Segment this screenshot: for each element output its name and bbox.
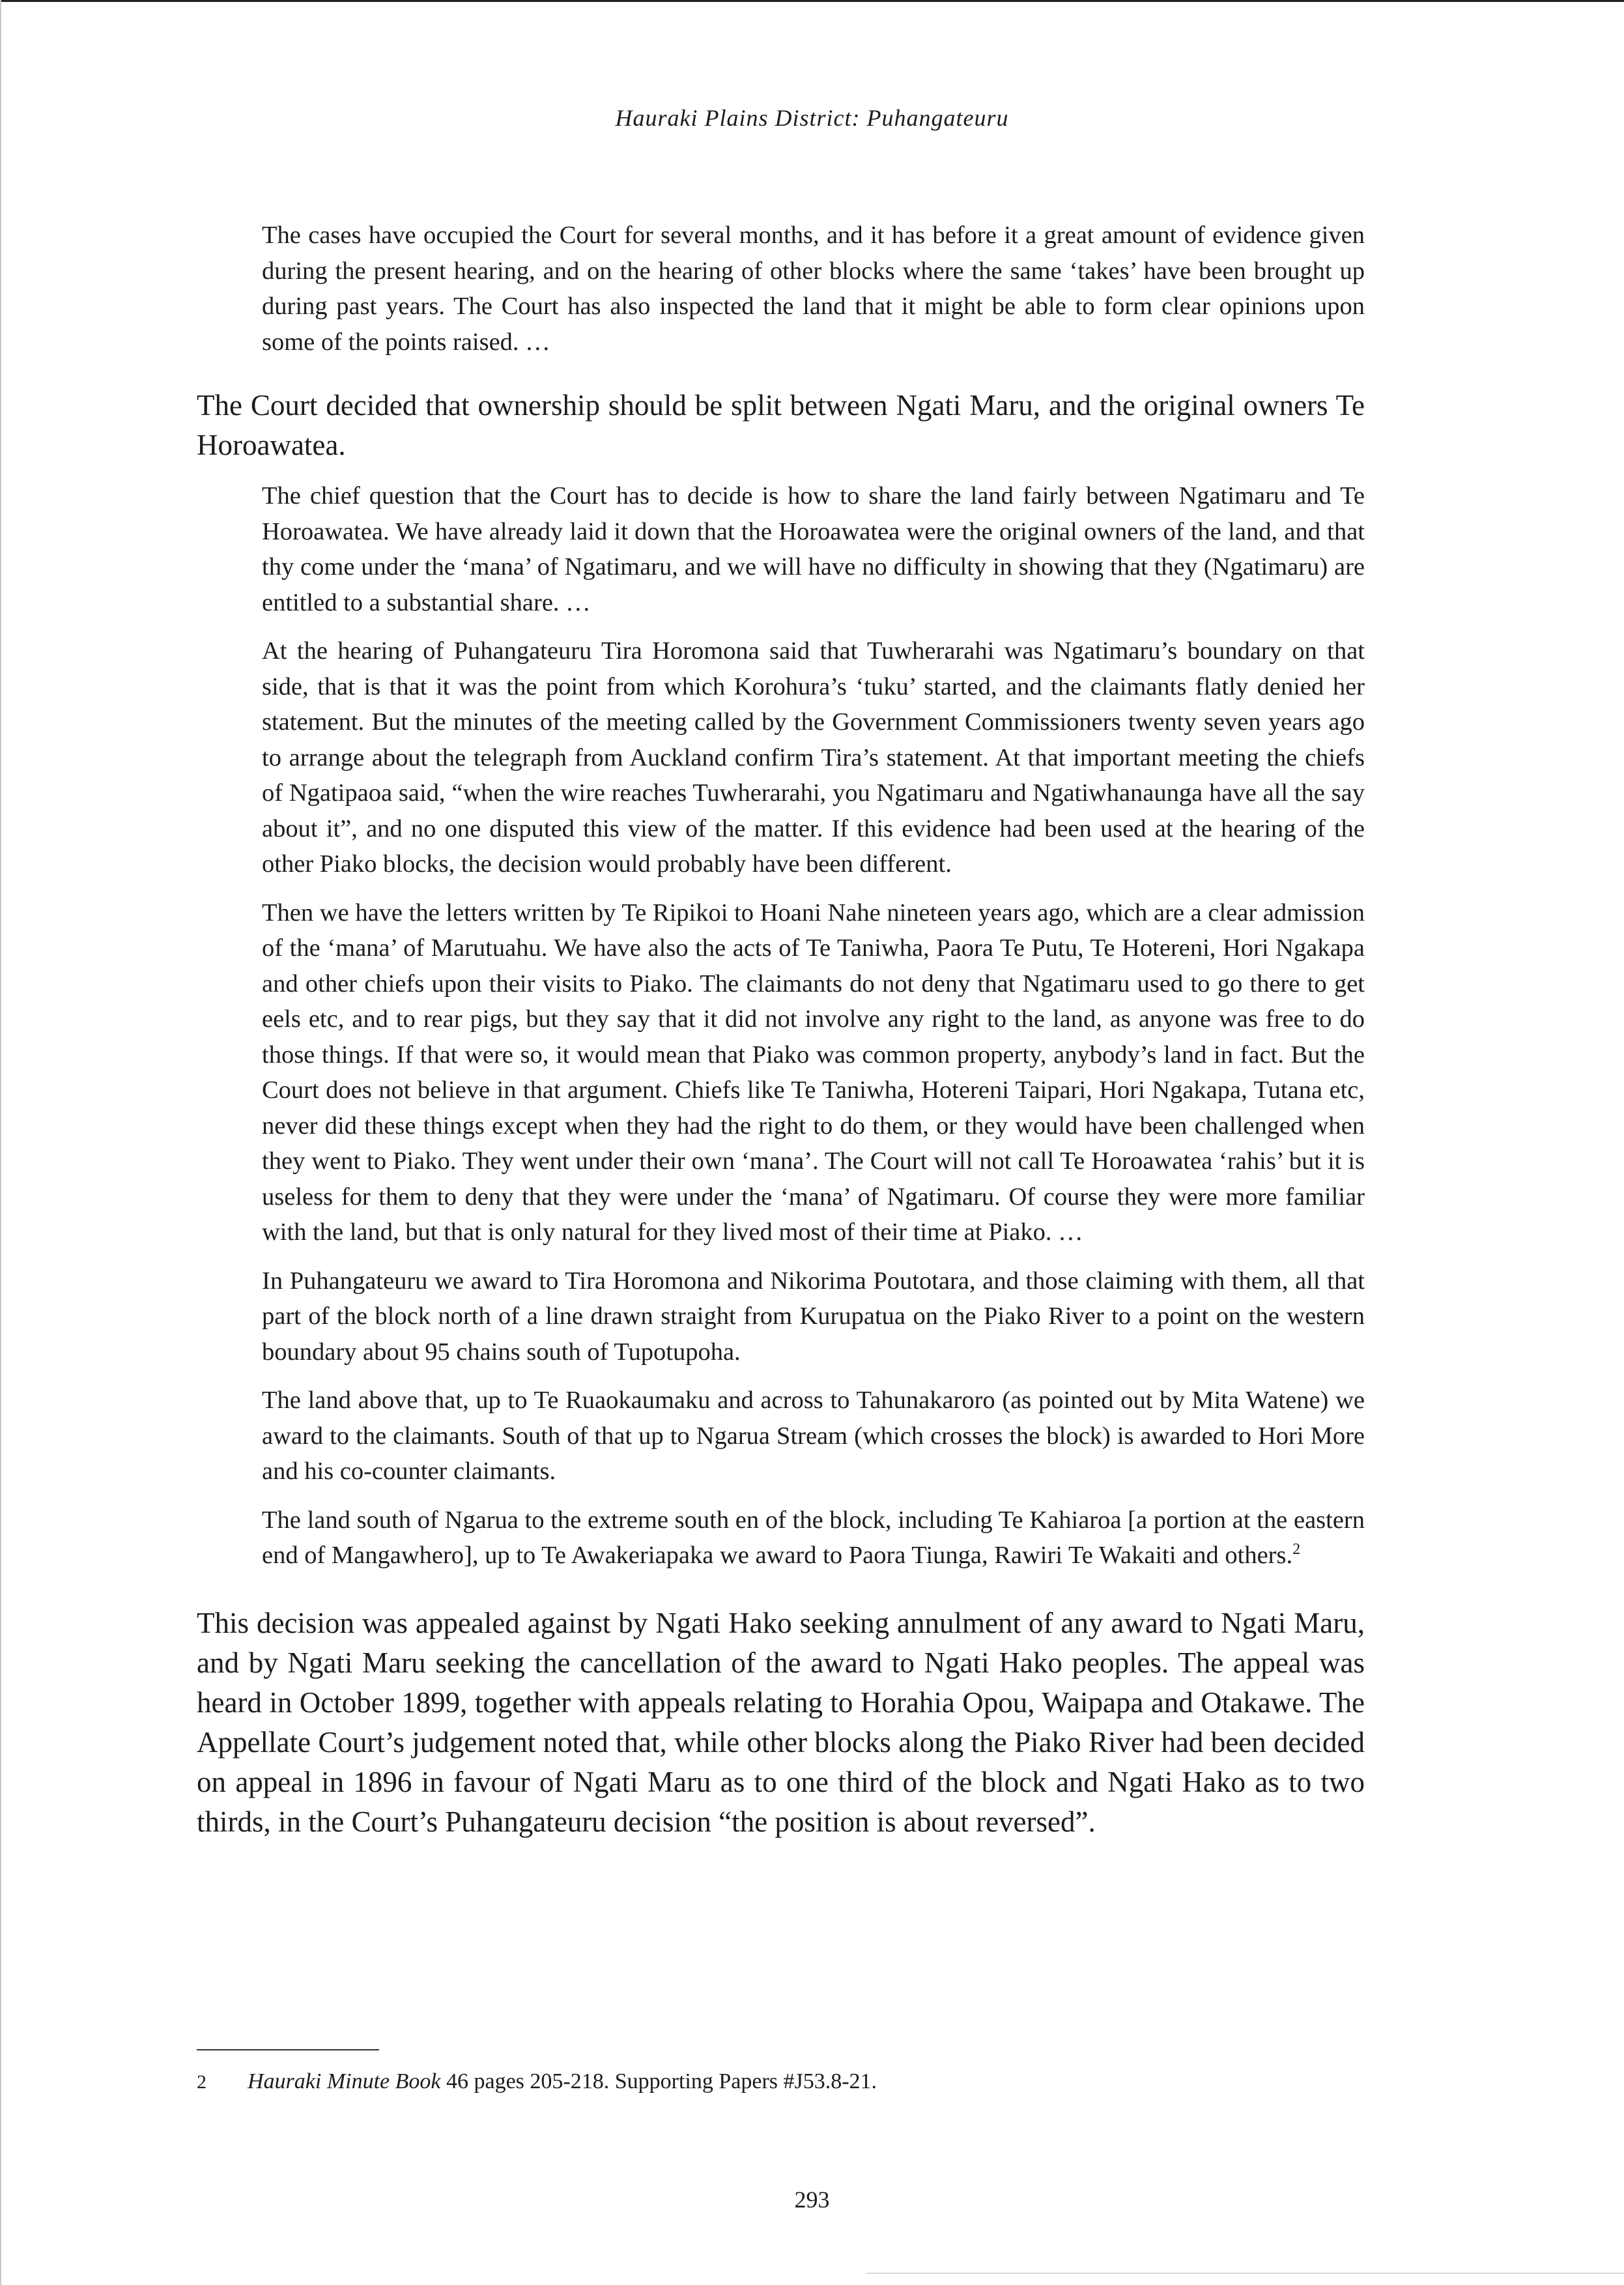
- block-quote-award-middle: The land above that, up to Te Ruaokaumaku and across to Tahunakaroro (as pointed out by Mita Watene) we award to the claimants. South of that up to Ngarua Stream (which crosses the block) is awarded to Hori More and his co-counter claimants.: [262, 1387, 1365, 1485]
- running-head: Hauraki Plains District: Puhangateuru: [615, 105, 1009, 131]
- block-quote-award-south: [262, 1502, 1365, 1574]
- body-paragraph-ownership: The Court decided that ownership should be split between Ngati Maru, and the original owners Te Horoawatea.: [197, 389, 1365, 461]
- page-number: 293: [794, 2187, 830, 2213]
- block-quote-hearing: At the hearing of Puhangateuru Tira Horomona said that Tuwherarahi was Ngatimaru’s boundary on that side, that is that it was the point from which Korohura’s ‘tuku’ started, and the claimants flatly denied her statement. But the minutes of the meeting called by the Government Commissioners twenty seven years ago to arrange about the telegraph from Auckland confirm Tira’s statement. At that important meeting the chiefs of Ngatipaoa said, “when the wire reaches Tuwherarahi, you Ngatimaru and Ngatiwhanaunga have all the say about it”, and no one disputed this view of the matter. If this evidence had been used at the hearing of the other Piako blocks, the decision would probably have been different.: [262, 637, 1365, 878]
- footnote-number: 2: [197, 2071, 207, 2093]
- block-quote-award-north: In Puhangateuru we award to Tira Horomona and Nikorima Poutotara, and those claiming with them, all that part of the block north of a line drawn straight from Kurupatua on the Piako River to a point on the western boundary about 95 chains south of Tupotupoha.: [262, 1267, 1365, 1366]
- block-quote-chief-question: The chief question that the Court has to decide is how to share the land fairly between Ngatimaru and Te Horoawatea. We have already laid it down that the Horoawatea were the original owners of the land, and that thy come under the ‘mana’ of Ngatimaru, and we will have no difficulty in showing that they (Ngatimaru) are entitled to a substantial share. …: [262, 482, 1365, 616]
- left-edge-rule: [0, 0, 1, 2285]
- block-quote-letters: Then we have the letters written by Te Ripikoi to Hoani Nahe nineteen years ago, which are a clear admission of the ‘mana’ of Marutuahu. We have also the acts of Te Taniwha, Paora Te Putu, Te Hotereni, Hori Ngakapa and other chiefs upon their visits to Piako. The claimants do not deny that Ngatimaru used to go there to get eels etc, and to rear pigs, but they say that it did not involve any right to the land, as anyone was free to do those things. If that were so, it would mean that Piako was common property, anybody’s land in fact. But the Court does not believe in that argument. Chiefs like Te Taniwha, Hotereni Taipari, Hori Ngakapa, Tutana etc, never did these things except when they had the right to do them, or they would have been challenged when they went to Piako. They went under their own ‘mana’. The Court will not call Te Horoawatea ‘rahis’ but it is useless for them to deny that they were under the ‘mana’ of Ngatimaru. Of course they were more familiar with the land, but that is only natural for they lived most of their time at Piako. …: [262, 898, 1365, 1246]
- footnote-details: 46 pages 205-218. Supporting Papers #J53.8-21.: [440, 2069, 877, 2093]
- page-body: [197, 218, 1365, 1842]
- footnote-separator: [197, 2049, 379, 2050]
- bottom-edge-rule: [866, 2273, 1624, 2274]
- body-paragraph-appeal: This decision was appealed against by Ngati Hako seeking annulment of any award to Ngati Maru, and by Ngati Maru seeking the cancellation of the award to Ngati Hako peoples. The appeal was heard in October 1899, together with appeals relating to Horahia Opou, Waipapa and Otakawe. The Appellate Court’s judgement noted that, while other blocks along the Piako River had been decided on appeal in 1896 in favour of Ngati Maru as to one third of the block and Ngati Hako as to two thirds, in the Court’s Puhangateuru decision “the position is about reversed”.: [197, 1606, 1365, 1838]
- block-quote-court-cases: The cases have occupied the Court for several months, and it has before it a great amount of evidence given during the present hearing, and on the hearing of other blocks where the same ‘takes’ have been brought up during past years. The Court has also inspected the land that it might be able to form clear opinions upon some of the points raised. …: [262, 222, 1365, 356]
- footnote-reference[interactable]: 2: [1292, 1541, 1301, 1559]
- footnote-source-title: Hauraki Minute Book: [248, 2069, 441, 2093]
- top-edge-rule: [0, 0, 1624, 2]
- quote-text: The land south of Ngarua to the extreme south en of the block, including Te Kahiaroa [a portion at the eastern end of Mangawhero], up to Te Awakeriapaka we award to Paora Tiunga, Rawiri Te Wakaiti and others.: [262, 1506, 1365, 1569]
- footnote: [197, 2067, 1365, 2097]
